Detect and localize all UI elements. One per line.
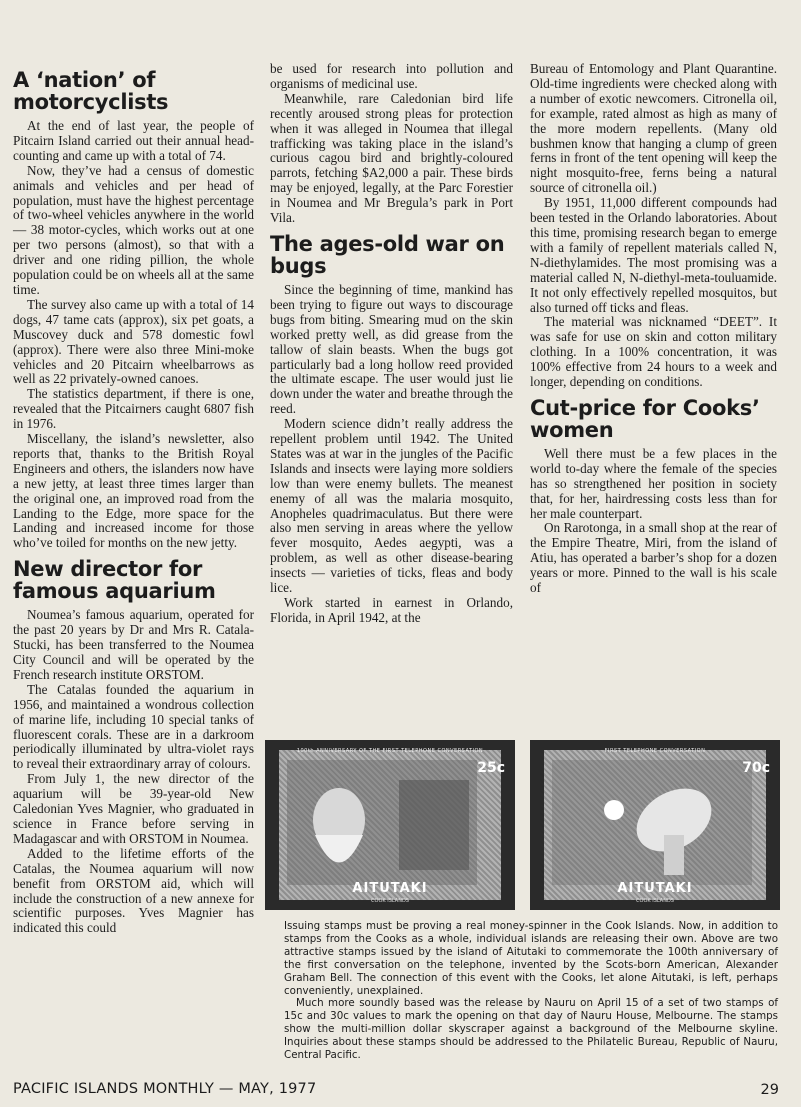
paragraph: Noumea’s famous aquarium, operated for the past 20 years by Dr and Mrs R. Catala-Stucki, has been transferred to the Noumea City Council and will be operated by the French research institute ORSTOM.: [13, 607, 254, 682]
headline-bugs: The ages-old war on bugs: [270, 231, 505, 278]
headline-motorcyclists: A ‘nation’ of motorcyclists: [13, 68, 169, 114]
paragraph: Well there must be a few places in the world to-day where the female of the species has so strengthened her position in society that, for her, hairdressing costs less than for her male counterpart.: [530, 445, 777, 521]
page-number: 29: [760, 1082, 779, 1098]
column-1: [13, 62, 254, 936]
paragraph: On Rarotonga, in a small shop at the rear of the Empire Theatre, Miri, from the island of Atiu, has operated a barber’s shop for a dozen years or more. Pinned to the wall is his scale of: [530, 520, 777, 596]
paragraph: Miscellany, the island’s newsletter, also reports that, thanks to the British Royal Engineers and others, the islanders now have a new jetty, at least three times larger than the original one, an improved road from the Landing to the Edge, more space for the Landing and increased income for those who’ve toiled for months on the new jetty.: [13, 431, 254, 551]
stamps-photo: [265, 740, 780, 910]
paragraph: Since the beginning of time, mankind has been trying to figure out ways to discourage bugs from biting. Smearing mud on the skin worked pretty well, as did grease from the tallow of slain beasts. When the bugs got particularly bad a long hollow reed provided the ultimate escape. The user would just lie down under the water and breathe through the reed.: [270, 281, 513, 417]
caption-paragraph: Much more soundly based was the release by Nauru on April 15 of a set of two stamps of 15c and 30c values to mark the opening on that day of Nauru House, Melbourne. The stamps show the multi-million dollar skyscraper against a background of the Melbourne skyline. Inquiries about these stamps should be addressed to the Philatelic Bureau, Republic of Nauru, Central Pacific.: [284, 997, 778, 1062]
paragraph: The Catalas founded the aquarium in 1956, and maintained a wondrous collection of marine life, including 10 special tanks of fluorescent corals. These are in a darkroom periodically illuminated by ultra-violet rays to reveal their extraordinary array of colours.: [13, 681, 254, 772]
paragraph: Bureau of Entomology and Plant Quarantine. Old-time ingredients were checked along with a number of exotic newcomers. Citronella oil, for example, rated almost as high as many of the more modern repellents. (Many old bushmen know that hanging a clump of green ferns in front of the tent opening will keep the night mosquito-free, ferns being a natural source of citronella oil.): [530, 61, 777, 196]
paragraph: From July 1, the new director of the aquarium will be 39-year-old New Caledonian Yves Magnier, who graduated in science in France before serving in Madagascar and with ORSTOM in Noumea.: [13, 771, 254, 846]
portrait-icon: [279, 750, 501, 900]
stamp-value: 25c: [477, 760, 505, 776]
paragraph: Modern science didn’t really address the repellent problem until 1942. The United States was at war in the jungles of the Pacific Islands and insects were laying more soldiers low than were enemy bullets. The meanest enemy of all was the malaria mosquito, Anopheles quadrimaculatus. But there were also men serving in areas where the yellow fever mosquito, Aedes aegypti, was a problem, as well as other disease-bearing insects — varieties of ticks, fleas and body lice.: [270, 416, 513, 596]
paragraph: Now, they’ve had a census of domestic animals and vehicles and per head of population, must have the highest percentage of two-wheel vehicles anywhere in the world — 38 motor-cycles, which works out at one per two persons (almost), so that with a driver and one riding pillion, the whole population could be on wheels all at the same time.: [13, 162, 254, 297]
stamp-top-text: FIRST TELEPHONE CONVERSATION: [604, 748, 706, 754]
stamp-image: [544, 750, 766, 900]
stamp-subtitle: COOK ISLANDS: [371, 898, 409, 904]
publication-footer: PACIFIC ISLANDS MONTHLY — MAY, 1977: [13, 1081, 317, 1097]
stamp-satellite: [530, 740, 780, 910]
stamp-subtitle: COOK ISLANDS: [636, 898, 674, 904]
caption-paragraph: Issuing stamps must be proving a real money-spinner in the Cook Islands. Now, in addition to stamps from the Cooks as a whole, individual islands are releasing their own. Above are two attractive stamps issued by the island of Aitutaki to commemorate the 100th anniversary of the first conversation on the telephone, invented by the Scots-born American, Alexander Graham Bell. The connection of this event with the Cooks, let alone Aitutaki, is left, perhaps conveniently, unexplained.: [284, 920, 778, 997]
paragraph: be used for research into pollution and organisms of medicinal use.: [270, 61, 513, 91]
paragraph: Work started in earnest in Orlando, Florida, in April 1942, at the: [270, 595, 513, 625]
paragraph: Meanwhile, rare Caledonian bird life recently aroused strong pleas for protection when it was alleged in Noumea that illegal trafficking was taking place in the island’s curious cagou bird and brightly-coloured parrots, fetching $A2,000 a pair. These birds may be enjoyed, legally, at the Parc Forestier in Noumea and Mr Bregula’s park in Port Vila.: [270, 90, 513, 226]
stamp-value: 70c: [742, 760, 770, 776]
column-3: [530, 62, 777, 596]
paragraph: The survey also came up with a total of 14 dogs, 47 tame cats (approx), six pet goats, a Muscovey duck and 578 domestic fowl (approx). There were also three Mini-moke vehicles and 20 Pitcairn wheelbarrows as well as 22 privately-owned canoes.: [13, 296, 254, 387]
stamp-island: AITUTAKI: [617, 881, 693, 896]
stamp-island: AITUTAKI: [352, 881, 428, 896]
headline-cooks: Cut-price for Cooks’ women: [530, 395, 760, 442]
paragraph: By 1951, 11,000 different compounds had been tested in the Orlando laboratories. About this time, promising research began to emerge with a family of repellent materials called N, N-diethylamides. The most promising was a material called N, N-diethyl-meta-touluamide. It not only effectively repelled mosquitos, but also turned off ticks and fleas.: [530, 195, 777, 315]
paragraph: The material was nicknamed “DEET”. It was safe for use on skin and cotton military clothing. In a 100% concentration, it was 100% effective from 24 hours to a week and longer, depending on conditions.: [530, 314, 777, 390]
headline-aquarium: New director for famous aquarium: [13, 557, 216, 604]
paragraph: The statistics department, if there is one, revealed that the Pitcairners caught 6807 fish in 1976.: [13, 386, 254, 432]
stamps-caption: [284, 920, 778, 1062]
paragraph: Added to the lifetime efforts of the Catalas, the Noumea aquarium will now benefit from ORSTOM aid, which will include the construction of a new annexe for scientific purposes. Yves Magnier has indicated this could: [13, 845, 254, 936]
stamp-top-text: 100th ANNIVERSARY OF THE FIRST TELEPHONE CONVERSATION: [296, 748, 484, 754]
column-2: [270, 62, 513, 626]
paragraph: At the end of last year, the people of Pitcairn Island carried out their annual head-counting and came up with a total of 74.: [13, 118, 254, 163]
satellite-dish-icon: [544, 750, 766, 900]
stamp-image: [279, 750, 501, 900]
stamp-bell: [265, 740, 515, 910]
